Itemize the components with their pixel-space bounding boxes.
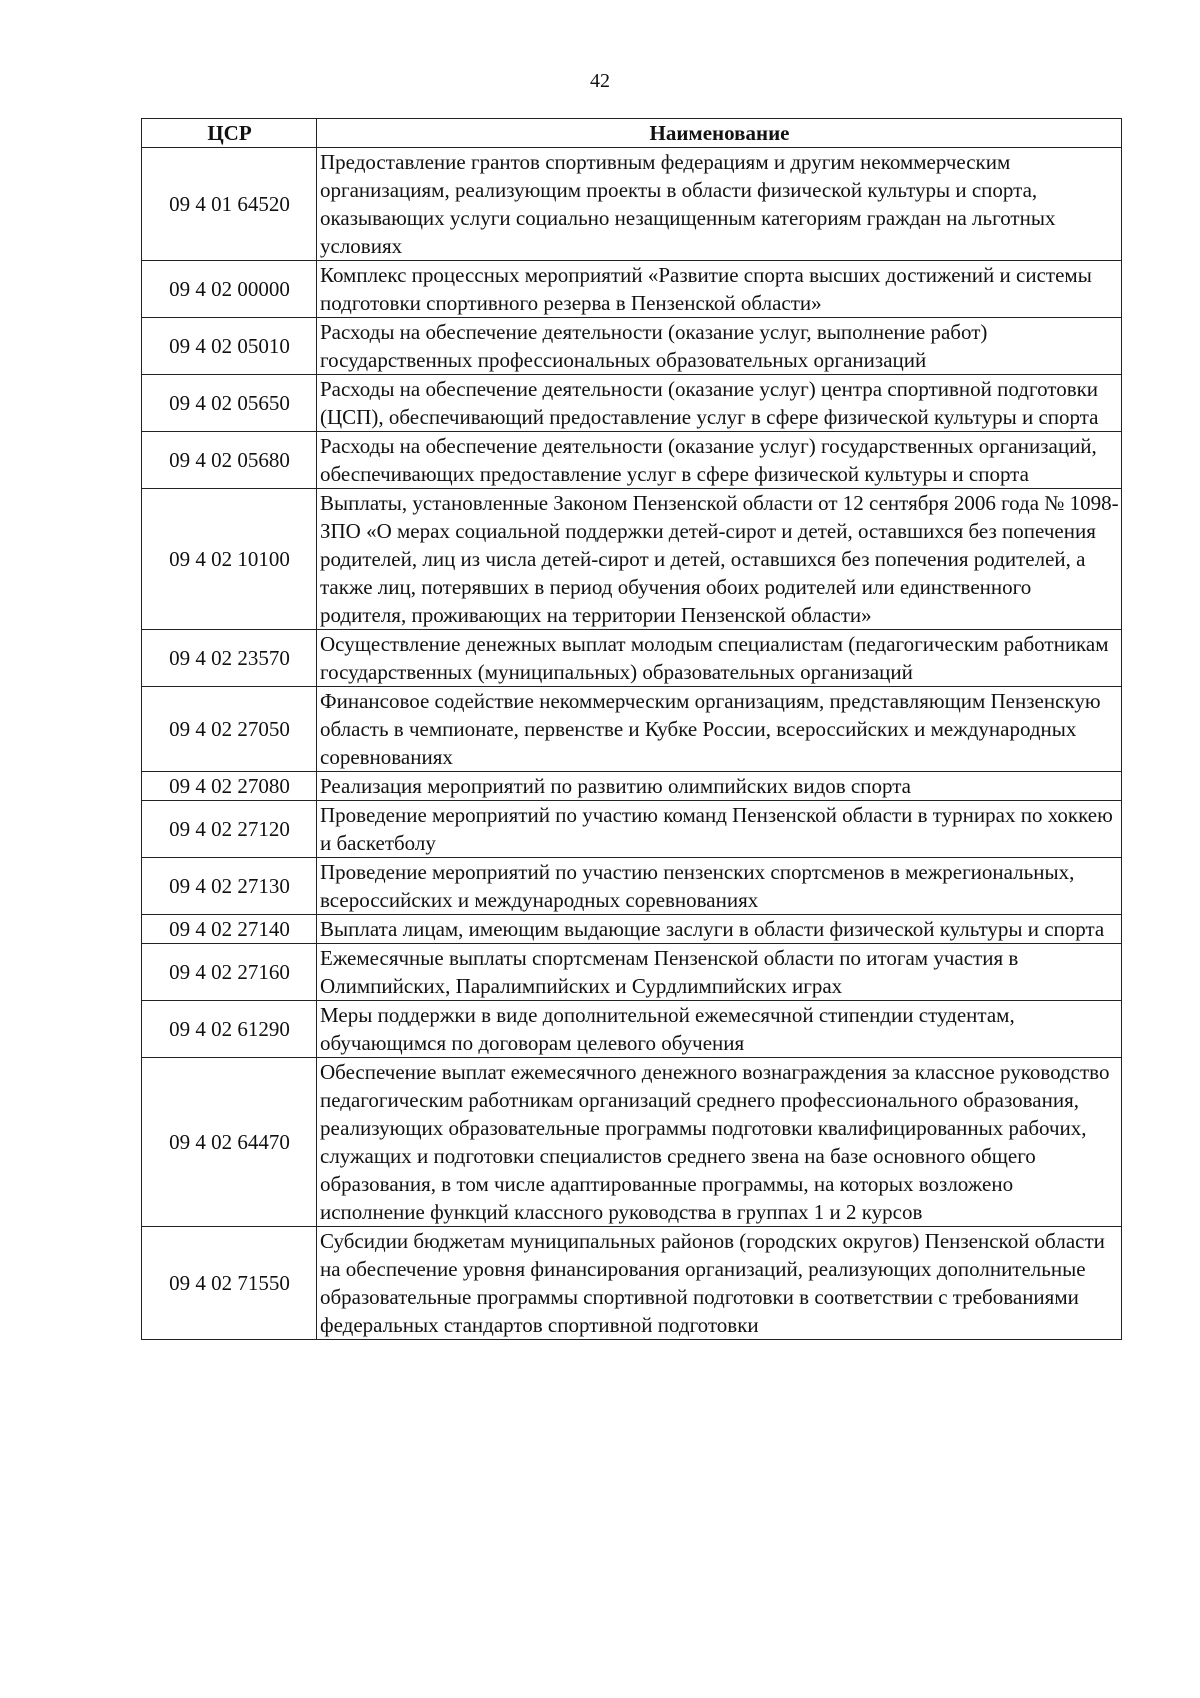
table-row (142, 630, 1122, 687)
table-row (142, 489, 1122, 630)
row-code: 09 4 01 64520 (142, 148, 317, 261)
row-code: 09 4 02 27050 (142, 687, 317, 772)
row-name: Финансовое содействие некоммерческим организациям, представляющим Пензенскую область в чемпионате, первенстве и Кубке России, всероссийских и международных соревнованиях (317, 687, 1122, 772)
row-name: Выплаты, установленные Законом Пензенской области от 12 сентября 2006 года № 1098-ЗПО «О мерах социальной поддержки детей-сирот и детей, оставшихся без попечения родителей, лиц из числа детей-сирот и детей, оставшихся без попечения родителей, а также лиц, потерявших в период обучения обоих родителей или единственного родителя, проживающих на территории Пензенской области» (317, 489, 1122, 630)
table-row (142, 148, 1122, 261)
table-row (142, 801, 1122, 858)
row-name: Субсидии бюджетам муниципальных районов (городских округов) Пензенской области на обеспечение уровня финансирования организаций, реализующих дополнительные образовательные программы спортивной подготовки в соответствии с требованиями федеральных стандартов спортивной подготовки (317, 1227, 1122, 1340)
row-code: 09 4 02 27120 (142, 801, 317, 858)
row-name: Проведение мероприятий по участию команд Пензенской области в турнирах по хоккею и баскетболу (317, 801, 1122, 858)
row-code: 09 4 02 05680 (142, 432, 317, 489)
budget-classification-table (141, 118, 1122, 1340)
table-row (142, 375, 1122, 432)
row-code: 09 4 02 64470 (142, 1058, 317, 1227)
table-row (142, 1001, 1122, 1058)
column-header-name: Наименование (317, 119, 1122, 148)
table-row (142, 687, 1122, 772)
row-name: Осуществление денежных выплат молодым специалистам (педагогическим работникам государственных (муниципальных) образовательных организаций (317, 630, 1122, 687)
row-name: Реализация мероприятий по развитию олимпийских видов спорта (317, 772, 1122, 801)
column-header-code: ЦСР (142, 119, 317, 148)
row-code: 09 4 02 23570 (142, 630, 317, 687)
table-row (142, 261, 1122, 318)
row-name: Комплекс процессных мероприятий «Развитие спорта высших достижений и системы подготовки спортивного резерва в Пензенской области» (317, 261, 1122, 318)
table-row (142, 318, 1122, 375)
row-code: 09 4 02 27130 (142, 858, 317, 915)
row-name: Выплата лицам, имеющим выдающие заслуги в области физической культуры и спорта (317, 915, 1122, 944)
table-row (142, 432, 1122, 489)
row-name: Расходы на обеспечение деятельности (оказание услуг, выполнение работ) государственных профессиональных образовательных организаций (317, 318, 1122, 375)
page-number: 42 (590, 70, 610, 92)
table-row (142, 858, 1122, 915)
row-name: Обеспечение выплат ежемесячного денежного вознаграждения за классное руководство педагогическим работникам организаций среднего профессионального образования, реализующих образовательные программы подготовки квалифицированных рабочих, служащих и подготовки специалистов среднего звена на базе основного общего образования, в том числе адаптированные программы, на которых возложено исполнение функций классного руководства в группах 1 и 2 курсов (317, 1058, 1122, 1227)
row-code: 09 4 02 05010 (142, 318, 317, 375)
row-code: 09 4 02 27140 (142, 915, 317, 944)
row-code: 09 4 02 27160 (142, 944, 317, 1001)
row-code: 09 4 02 10100 (142, 489, 317, 630)
row-code: 09 4 02 00000 (142, 261, 317, 318)
row-name: Предоставление грантов спортивным федерациям и другим некоммерческим организациям, реализующим проекты в области физической культуры и спорта, оказывающих услуги социально незащищенным категориям граждан на льготных условиях (317, 148, 1122, 261)
table-row (142, 1227, 1122, 1340)
row-code: 09 4 02 61290 (142, 1001, 317, 1058)
row-code: 09 4 02 05650 (142, 375, 317, 432)
row-name: Проведение мероприятий по участию пензенских спортсменов в межрегиональных, всероссийских и международных соревнованиях (317, 858, 1122, 915)
table-row (142, 1058, 1122, 1227)
row-code: 09 4 02 27080 (142, 772, 317, 801)
row-name: Ежемесячные выплаты спортсменам Пензенской области по итогам участия в Олимпийских, Паралимпийских и Сурдлимпийских играх (317, 944, 1122, 1001)
table-header-row (142, 119, 1122, 148)
row-name: Меры поддержки в виде дополнительной ежемесячной стипендии студентам, обучающимся по договорам целевого обучения (317, 1001, 1122, 1058)
table-row (142, 944, 1122, 1001)
row-name: Расходы на обеспечение деятельности (оказание услуг) центра спортивной подготовки (ЦСП), обеспечивающий предоставление услуг в сфере физической культуры и спорта (317, 375, 1122, 432)
row-code: 09 4 02 71550 (142, 1227, 317, 1340)
row-name: Расходы на обеспечение деятельности (оказание услуг) государственных организаций, обеспечивающих предоставление услуг в сфере физической культуры и спорта (317, 432, 1122, 489)
table-row (142, 772, 1122, 801)
table-row (142, 915, 1122, 944)
